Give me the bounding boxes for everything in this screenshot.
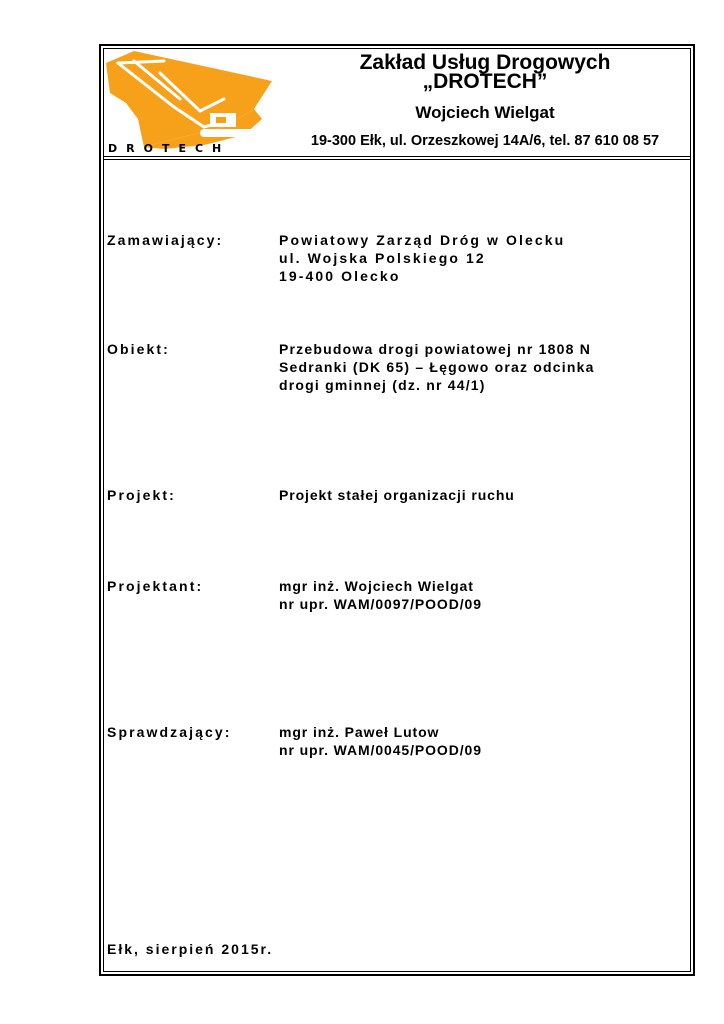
company-name: Zakład Usług Drogowych <box>359 51 611 74</box>
company-brand: „DROTECH” <box>422 70 548 93</box>
project-line: Projekt stałej organizacji ruchu <box>279 487 515 503</box>
object-line: Przebudowa drogi powiatowej nr 1808 N <box>279 341 591 357</box>
client-label: Zamawiający: <box>107 232 224 248</box>
object-line: Sedranki (DK 65) – Łęgowo oraz odcinka <box>279 359 595 375</box>
checker-value <box>279 723 679 759</box>
project-value <box>279 486 679 504</box>
header-divider-second <box>103 159 691 160</box>
object-line: drogi gminnej (dz. nr 44/1) <box>279 377 486 393</box>
designer-line: mgr inż. Wojciech Wielgat <box>279 578 474 594</box>
client-line: Powiatowy Zarząd Dróg w Olecku <box>279 232 566 248</box>
excavator-logo-icon <box>104 49 276 155</box>
project-label: Projekt: <box>107 487 176 503</box>
designer-value <box>279 577 679 613</box>
page-border-inner <box>103 48 691 972</box>
checker-line: mgr inż. Paweł Lutow <box>279 724 440 740</box>
object-label: Obiekt: <box>107 341 170 357</box>
company-address: 19-300 Ełk, ul. Orzeszkowej 14A/6, tel. 87 610 08 57 <box>310 133 660 149</box>
checker-line: nr upr. WAM/0045/POOD/09 <box>279 742 482 758</box>
company-logo <box>104 49 276 155</box>
place-date: Ełk, sierpień 2015r. <box>107 941 274 957</box>
header-divider <box>103 156 691 157</box>
object-value <box>279 340 679 394</box>
company-owner: Wojciech Wielgat <box>415 103 555 122</box>
checker-label: Sprawdzający: <box>107 724 232 740</box>
client-line: 19-400 Olecko <box>279 268 401 284</box>
logo-text: DROTECH <box>108 142 231 155</box>
designer-line: nr upr. WAM/0097/POOD/09 <box>279 596 482 612</box>
client-line: ul. Wojska Polskiego 12 <box>279 250 486 266</box>
client-value <box>279 231 679 285</box>
designer-label: Projektant: <box>107 578 204 594</box>
